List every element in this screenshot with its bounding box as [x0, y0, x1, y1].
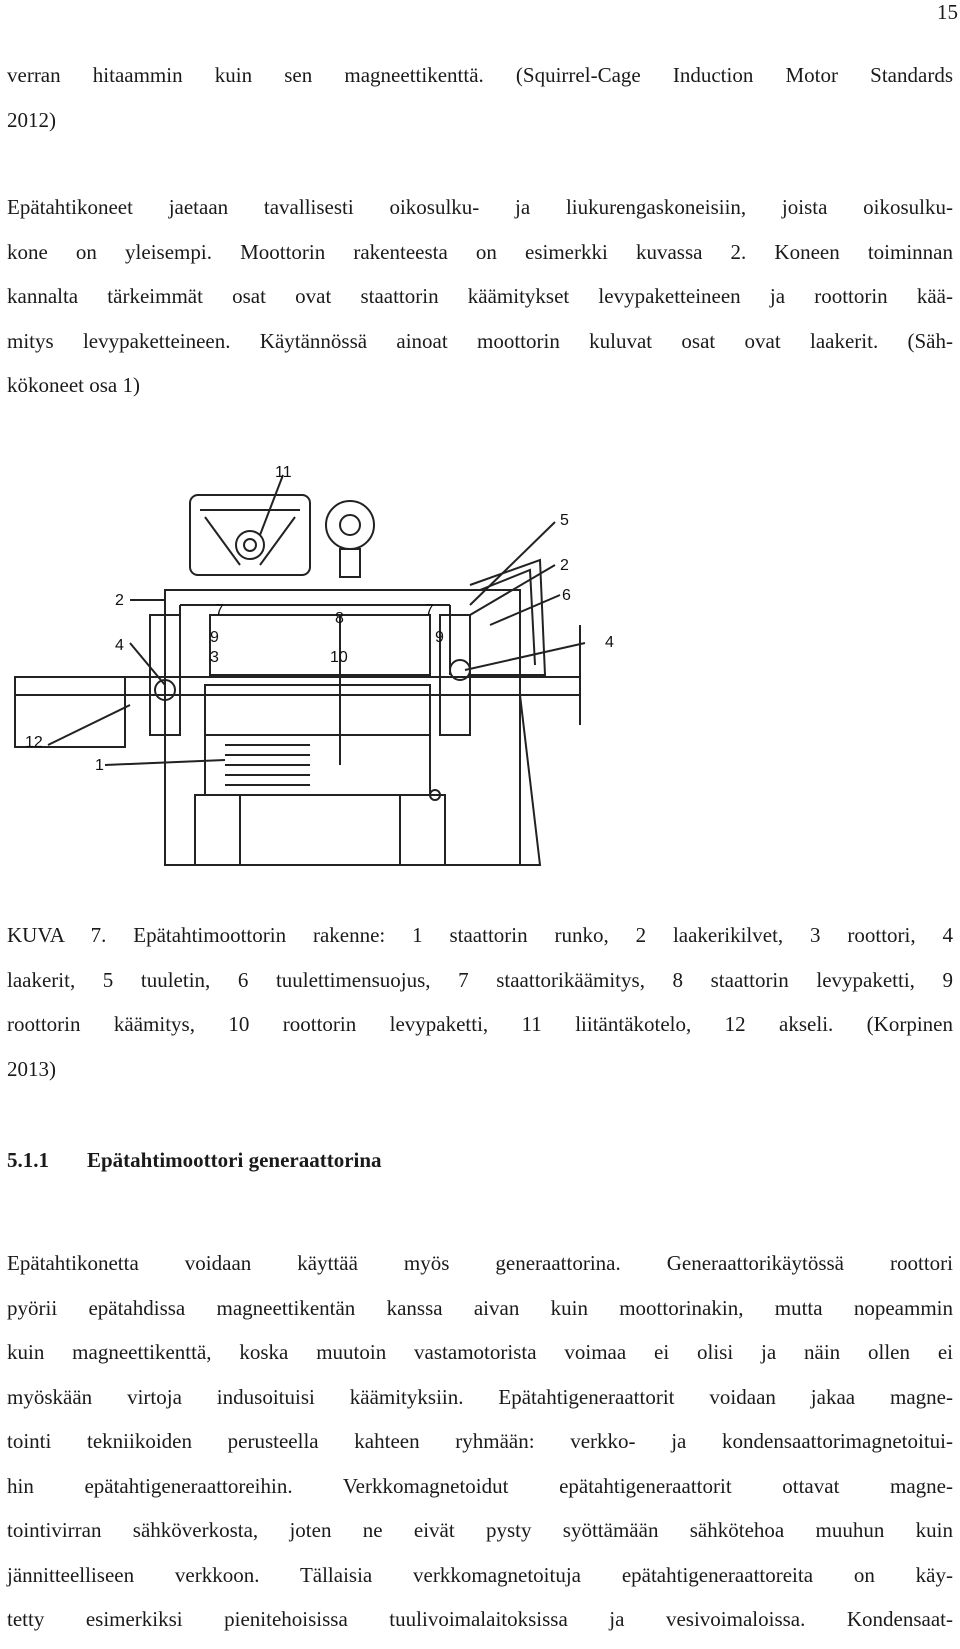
section-heading — [7, 1148, 382, 1173]
text-line: kone on yleisempi. Moottorin rakenteesta on esimerkki kuvassa 2. Koneen toiminnan — [7, 239, 953, 264]
paragraph-3 — [7, 1241, 953, 1642]
text-line: kuin magneettikenttä, koska muutoin vastamotorista voimaa ei olisi ja näin ollen ei — [7, 1340, 953, 1364]
label-5: 5 — [560, 512, 569, 529]
text-line: tointivirran sähköverkosta, joten ne eivät pysty syöttämään sähkötehoa muuhun kuin — [7, 1518, 953, 1542]
label-6: 6 — [562, 587, 571, 604]
label-2-right: 2 — [560, 557, 569, 574]
label-12: 12 — [25, 734, 43, 751]
text-line: Epätahtikonetta voidaan käyttää myös generaattorina. Generaattorikäytössä roottori — [7, 1251, 953, 1275]
paragraph-1 — [7, 53, 953, 142]
text-line: tetty esimerkiksi pienitehoisissa tuulivoimalaitoksissa ja vesivoimaloissa. Kondensaat- — [7, 1607, 953, 1631]
text-line: 2013) — [7, 1056, 56, 1081]
label-9-right: 9 — [435, 629, 444, 646]
text-line: verran hitaammin kuin sen magneettikenttä. (Squirrel-Cage Induction Motor Standards — [7, 63, 953, 87]
text-line: 2012) — [7, 107, 56, 132]
text-line: kökoneet osa 1) — [7, 373, 140, 397]
text-line: hin epätahtigeneraattoreihin. Verkkomagnetoidut epätahtigeneraattorit ottavat magne- — [7, 1473, 953, 1498]
motor-drawing — [0, 465, 960, 910]
text-line: laakerit, 5 tuuletin, 6 tuulettimensuojus, 7 staattorikäämitys, 8 staattorin levypaketti, 9 — [7, 967, 953, 992]
label-7-left: 7 — [215, 602, 224, 619]
page-number: 15 — [937, 0, 958, 24]
label-10: 10 — [330, 649, 348, 666]
motor-cross-section-figure — [0, 465, 960, 910]
label-1: 1 — [95, 757, 104, 774]
label-4-right: 4 — [605, 634, 614, 651]
text-line: kannalta tärkeimmät osat ovat staattorin käämitykset levypaketteineen ja roottorin kää- — [7, 284, 953, 308]
section-title: Epätahtimoottori generaattorina — [87, 1148, 382, 1172]
figure-caption — [7, 913, 953, 1091]
text-line: KUVA 7. Epätahtimoottorin rakenne: 1 staattorin runko, 2 laakerikilvet, 3 roottori, 4 — [7, 923, 953, 947]
text-line: Epätahtikoneet jaetaan tavallisesti oikosulku- ja liukurengaskoneisiin, joista oikosulku- — [7, 195, 953, 219]
text-line: roottorin käämitys, 10 roottorin levypaketti, 11 liitäntäkotelo, 12 akseli. (Korpinen — [7, 1012, 953, 1036]
label-3: 3 — [210, 649, 219, 666]
label-2-left: 2 — [115, 592, 124, 609]
text-line: mitys levypaketteineen. Käytännössä ainoat moottorin kuluvat osat ovat laakerit. (Säh- — [7, 328, 953, 353]
text-line: pyörii epätahdissa magneettikentän kanssa aivan kuin moottorinakin, mutta nopeammin — [7, 1295, 953, 1320]
text-line: tointi tekniikoiden perusteella kahteen ryhmään: verkko- ja kondensaattorimagnetoitui- — [7, 1429, 953, 1453]
label-9-left: 9 — [210, 629, 219, 646]
label-8: 8 — [335, 610, 344, 627]
label-7-right: 7 — [425, 602, 434, 619]
section-number: 5.1.1 — [7, 1148, 49, 1172]
label-11: 11 — [275, 465, 292, 481]
label-4-left: 4 — [115, 637, 124, 654]
paragraph-2 — [7, 185, 953, 408]
text-line: myöskään virtoja indusoituisi käämityksiin. Epätahtigeneraattorit voidaan jakaa magne- — [7, 1384, 953, 1409]
text-line: jännitteelliseen verkkoon. Tällaisia verkkomagnetoituja epätahtigeneraattoreita on käy- — [7, 1562, 953, 1587]
